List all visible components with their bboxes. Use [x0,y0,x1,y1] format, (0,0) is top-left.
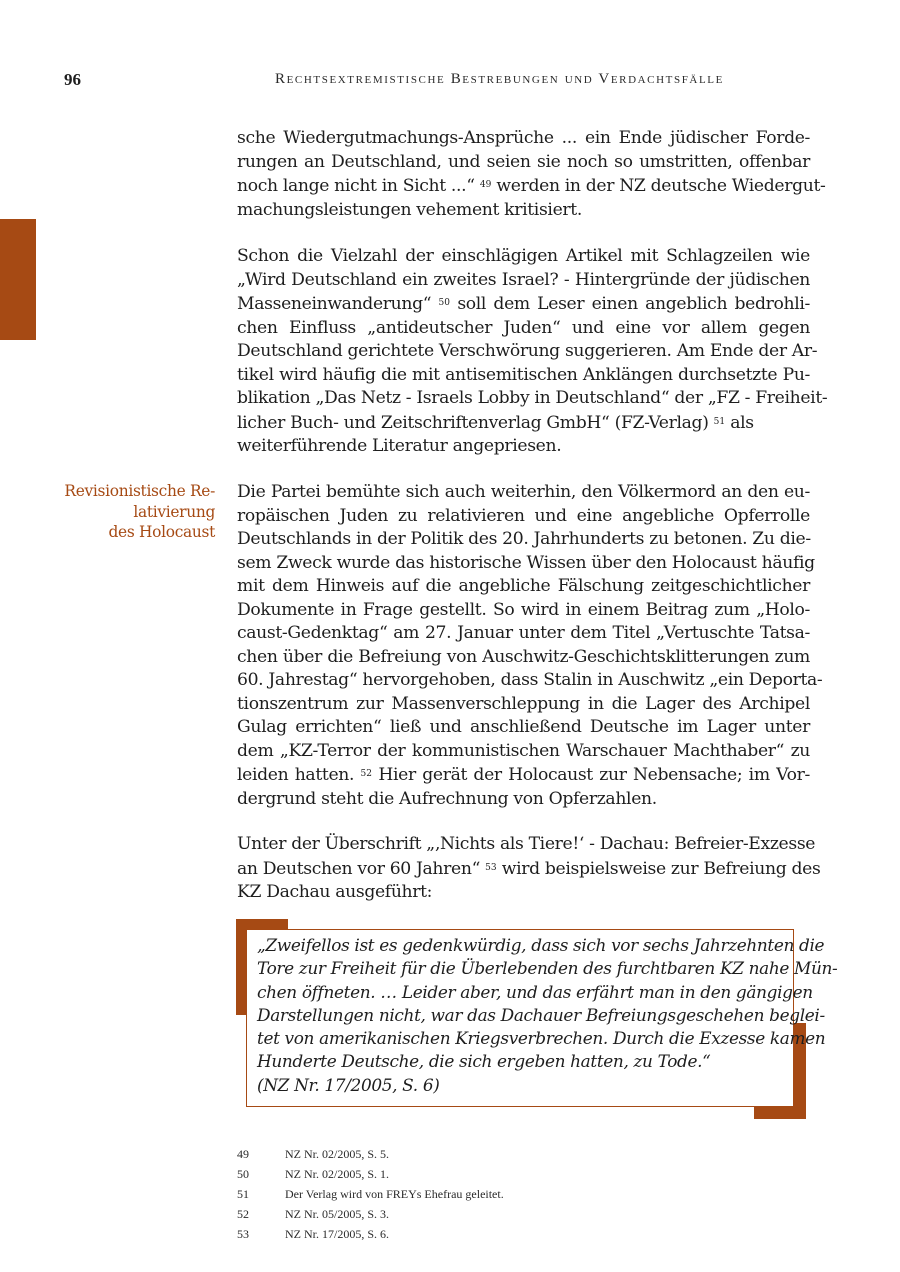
text-line: sche Wiedergutmachungs-Ansprüche ... ein Ende jüdischer Forde- [237,128,810,148]
text-segment: als [730,412,754,433]
chapter-edge-marker [0,219,36,340]
text-line: Unter der Überschrift „‚Nichts als Tiere!‘ - Dachau: Befreier-Exzesse [237,834,816,854]
footnote-text: NZ Nr. 05/2005, S. 3. [285,1207,390,1221]
text-line: rungen an Deutschland, und seien sie noch so umstritten, offenbar [237,151,810,172]
footnote-ref-53: 53 [485,862,497,873]
text-line: weiterführende Literatur angepriesen. [237,436,562,456]
text-line: Schon die Vielzahl der einschlägigen Artikel mit Schlagzeilen wie [237,246,810,266]
quote-line: tet von amerikanischen Kriegsverbrechen. Durch die Exzesse kamen [257,1028,826,1049]
footnote-number: 53 [237,1227,249,1241]
text-line: machungsleistungen vehement kritisiert. [237,199,582,220]
text-line: tikel wird häufig die mit antisemitischen Anklängen durchsetzte Pu- [237,364,810,385]
text-segment: Masseneinwanderung“ [237,294,432,314]
text-line: 60. Jahrestag“ hervorgehoben, dass Stalin in Auschwitz „ein Deporta- [237,670,823,690]
text-line: chen Einfluss „antideutscher Juden“ und eine vor allem gegen [237,317,810,338]
footnotes [237,1144,504,1244]
footnote [237,1184,504,1204]
quote-line: „Zweifellos ist es gedenkwürdig, dass sich vor sechs Jahrzehnten die [257,935,825,955]
text-line: tionszentrum zur Massenverschleppung in die Lager des Archipel [237,693,810,714]
footnote-ref-51: 51 [713,416,726,427]
text-segment: Hier gerät der Holocaust zur Nebensache; im Vor- [378,765,810,785]
text-line [237,292,810,317]
footnote [237,1204,504,1224]
text-line: Gulag errichten“ ließ und anschließend Deutsche im Lager unter [237,717,810,737]
text-line: Deutschlands in der Politik des 20. Jahrhunderts zu betonen. Zu die- [237,529,811,549]
margin-note-line: lativierung [133,502,215,521]
text-line: mit dem Hinweis auf die angebliche Fälschung zeitgeschichtlicher [237,576,810,596]
quote-line: chen öffneten. … Leider aber, und das erfährt man in den gängigen [257,981,813,1002]
footnote [237,1144,504,1164]
text-line: dergrund steht die Aufrechnung von Opferzahlen. [237,788,657,809]
paragraph-4 [237,833,821,905]
text-line: dem „KZ-Terror der kommunistischen Warschauer Machthaber“ zu [237,740,810,761]
text-line: sem Zweck wurde das historische Wissen über den Holocaust häufig [237,552,815,573]
text-line: Deutschland gerichtete Verschwörung suggerieren. Am Ende der Ar- [237,341,818,361]
text-segment: licher Buch- und Zeitschriftenverlag GmbH“ (FZ-Verlag) [237,412,709,433]
quote-source: (NZ Nr. 17/2005, S. 6) [257,1074,440,1095]
text-segment: noch lange nicht in Sicht ...“ [237,176,475,196]
footnote-ref-49: 49 [479,180,492,190]
quote-line: Hunderte Deutsche, die sich ergeben hatten, zu Tode.“ [257,1051,711,1072]
text-line: chen über die Befreiung von Auschwitz-Geschichtsklitterungen zum [237,646,810,667]
margin-note-line: Revisionistische Re- [64,482,215,500]
text-segment: leiden hatten. [237,765,355,785]
text-line: „Wird Deutschland ein zweites Israel? - Hintergründe der jüdischen [237,269,810,290]
footnote-number: 51 [237,1187,249,1201]
footnote-text: NZ Nr. 02/2005, S. 1. [285,1167,390,1181]
text-line: Dokumente in Frage gestellt. So wird in einem Beitrag zum „Holo- [237,599,810,620]
footnote-ref-50: 50 [438,298,450,308]
text-segment: werden in der NZ deutsche Wiedergut- [496,176,826,196]
text-line [237,857,821,882]
text-segment: soll dem Leser einen angeblich bedrohli- [457,294,810,314]
paragraph-2 [237,245,828,459]
quote-box [246,929,838,1107]
margin-note-line: des Holocaust [108,523,215,541]
block-quote [236,919,838,1119]
text-line: blikation „Das Netz - Israels Lobby in Deutschland“ der „FZ - Freiheit- [237,388,828,408]
footnote [237,1224,504,1244]
text-line [237,174,826,199]
text-line: caust-Gedenktag“ am 27. Januar unter dem Titel „Vertuschte Tatsa- [237,623,810,643]
paragraph-3 [237,481,823,811]
page-number: 96 [64,70,81,89]
text-segment: wird beispielsweise zur Befreiung des [501,858,821,879]
quote-line: Darstellungen nicht, war das Dachauer Befreiungsgeschehen beglei- [257,1004,825,1025]
footnote-text: NZ Nr. 17/2005, S. 6. [285,1227,390,1241]
footnote-text: Der Verlag wird von FREYs Ehefrau geleitet. [285,1187,504,1201]
text-line [237,411,810,436]
footnote-ref-52: 52 [360,769,372,779]
running-header: Rechtsextremistische Bestrebungen und Verdachtsfälle [275,71,724,87]
footnote-text: NZ Nr. 02/2005, S. 5. [285,1147,390,1161]
footnote-number: 50 [237,1167,249,1181]
text-line [237,763,810,788]
margin-note [40,481,215,543]
text-line: ropäischen Juden zu relativieren und eine angebliche Opferrolle [237,505,810,526]
text-line: Die Partei bemühte sich auch weiterhin, den Völkermord an den eu- [237,482,810,502]
footnote [237,1164,504,1184]
text-segment: an Deutschen vor 60 Jahren“ [237,858,481,879]
quote-line: Tore zur Freiheit für die Überlebenden des furchtbaren KZ nahe Mün- [257,958,838,979]
text-line: KZ Dachau ausgeführt: [237,882,433,902]
footnote-number: 49 [237,1147,249,1161]
paragraph-1 [237,127,826,222]
footnote-number: 52 [237,1207,249,1221]
